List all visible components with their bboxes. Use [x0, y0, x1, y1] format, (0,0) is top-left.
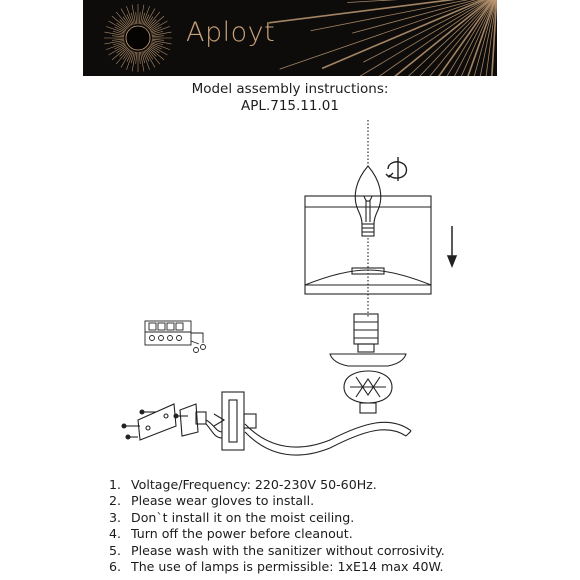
heading-title: Model assembly instructions:: [191, 81, 389, 97]
instruction-text: Turn off the power before cleanout.: [131, 526, 353, 542]
instruction-number: 5.: [109, 542, 122, 558]
instruction-number: 4.: [109, 526, 122, 542]
instruction-item: [109, 526, 445, 542]
wiring-terminal-block: [145, 321, 206, 353]
instruction-item: [109, 559, 445, 575]
instruction-text: Please wash with the sanitizer without corrosivity.: [131, 542, 445, 558]
instruction-text: Voltage/Frequency: 220-230V 50-60Hz.: [131, 477, 377, 492]
instruction-item: [109, 493, 445, 509]
instruction-number: 6.: [109, 559, 122, 575]
rotate-arrow-icon: [386, 157, 407, 181]
instructions-list: [109, 477, 445, 575]
instruction-item: [109, 510, 445, 526]
instruction-item: [109, 543, 445, 559]
instruction-number: 1.: [109, 477, 122, 492]
model-number: APL.715.11.01: [241, 98, 339, 114]
lamp-socket: [354, 314, 378, 352]
mounting-plate: [138, 404, 222, 440]
instruction-text: The use of lamps is permissible: 1xE14 max 40W.: [131, 559, 444, 575]
candle-cup: [330, 354, 406, 366]
instruction-text: Don`t install it on the moist ceiling.: [131, 509, 355, 525]
crystal-ball: [344, 371, 392, 413]
down-arrow-icon: [448, 226, 456, 266]
instruction-number: 2.: [109, 493, 122, 509]
curved-arm: [245, 422, 411, 455]
instruction-text: Please wear gloves to install.: [131, 493, 315, 509]
light-bulb-icon: [355, 166, 381, 236]
wall-mount-bracket: [214, 392, 256, 450]
instruction-number: 3.: [109, 509, 122, 525]
brand-name: Aployt: [186, 17, 276, 48]
instruction-item: [109, 477, 445, 493]
